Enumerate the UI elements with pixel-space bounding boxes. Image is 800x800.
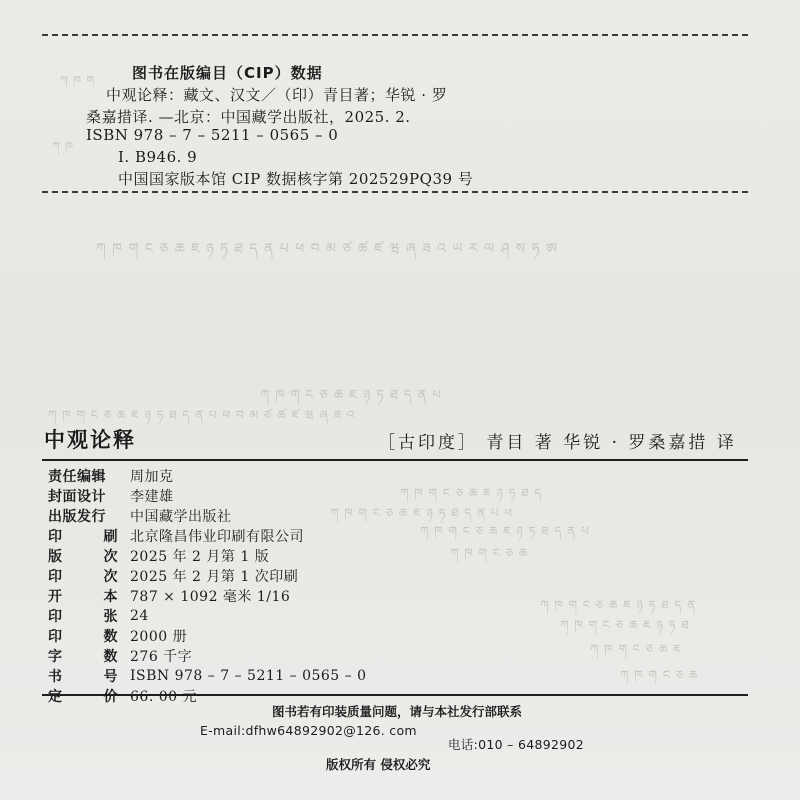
info-label-char: 数	[103, 649, 118, 665]
info-value: 北京隆昌伟业印刷有限公司	[130, 529, 304, 545]
info-label-char: 定	[48, 689, 63, 705]
info-label-char: 次	[103, 569, 118, 585]
cip-heading: 图书在版编目（CIP）数据	[132, 64, 323, 82]
bleed-through-text: ཀ ཁ ག ང ཅ ཆ ཇ ཉ ཏ ཐ ད ན	[540, 598, 697, 612]
info-row	[48, 526, 367, 546]
bleed-through-text: ཀ ཁ ག ང ཅ ཆ	[450, 546, 529, 560]
cip-classification: I. B946. 9	[118, 148, 198, 166]
cip-line-2: 桑嘉措译. —北京：中国藏学出版社，2025. 2.	[86, 108, 411, 126]
contact-email: E-mail:dfhw64892902@126. com	[200, 723, 417, 738]
info-value: 中国藏学出版社	[130, 509, 232, 525]
contact-phone: 电话:010 – 64892902	[448, 737, 584, 752]
info-label	[48, 546, 126, 566]
info-label	[48, 566, 126, 586]
info-value: 2025 年 2 月第 1 版	[130, 549, 270, 565]
bleed-through-text: ཀ ཁ ག	[60, 74, 96, 87]
bleed-through-text: ཀ ཁ ག ང ཅ ཆ ཇ ཉ ཏ ཐ ད ན པ	[420, 524, 590, 538]
title-rule	[42, 459, 748, 461]
info-value: 2000 册	[130, 629, 188, 645]
info-label-char: 印	[48, 529, 63, 545]
info-label	[48, 666, 126, 686]
info-value: 2025 年 2 月第 1 次印刷	[130, 569, 299, 585]
cip-record-number: 中国国家版本馆 CIP 数据核字第 202529PQ39 号	[118, 170, 474, 188]
bleed-through-text: ཀ ཁ	[52, 140, 74, 153]
info-row	[48, 586, 367, 606]
book-authors: ［古印度］ 青目 著 华锐 · 罗桑嘉措 译	[378, 433, 737, 453]
bleed-through-text: ཀ ཁ ག ང ཅ ཆ ཇ	[590, 642, 682, 656]
info-label-char: 印	[48, 629, 63, 645]
cip-bottom-dashed-rule	[42, 191, 748, 193]
bleed-through-text: ཀ ཁ ག ང ཅ ཆ ཇ ཉ ཏ ཐ ད ན པ ཕ བ མ ཙ ཚ ཛ ཝ ཞ ཟ འ ཡ ར ལ ཤ ས ཧ ཨ	[96, 241, 559, 257]
cip-top-dashed-rule	[42, 34, 748, 36]
info-label-char: 印	[48, 569, 63, 585]
info-label	[48, 646, 126, 666]
info-row	[48, 666, 367, 686]
info-label	[48, 526, 126, 546]
bleed-through-text: ཀ ཁ ག ང ཅ ཆ ཇ ཉ ཏ ཐ ད ན པ ཕ བ མ ཙ ཚ ཛ ཝ ཞ ཟ འ	[48, 408, 356, 422]
info-value: 李建雄	[130, 489, 174, 505]
info-label-char: 数	[103, 629, 118, 645]
info-label	[48, 586, 126, 606]
info-row	[48, 486, 367, 506]
footer-rule	[42, 694, 748, 696]
copyright-notice: 版权所有 侵权必究	[326, 757, 431, 772]
info-label-char: 书	[48, 669, 63, 685]
info-label-char: 次	[103, 549, 118, 565]
info-label-char: 版	[48, 549, 63, 565]
info-row	[48, 506, 367, 526]
info-row	[48, 466, 367, 486]
info-row	[48, 606, 367, 626]
info-label-char: 刷	[103, 529, 118, 545]
info-label-char: 印	[48, 609, 63, 625]
info-row	[48, 646, 367, 666]
book-title: 中观论释	[44, 428, 136, 452]
info-label	[48, 626, 126, 646]
bleed-through-text: ཀ ཁ ག ང ཅ ཆ ཇ ཉ ཏ ཐ ད	[400, 486, 543, 500]
info-label	[48, 606, 126, 626]
info-value: 66. 00 元	[130, 689, 197, 705]
info-row	[48, 626, 367, 646]
bleed-through-text: ཀ ཁ ག ང ཅ ཆ	[620, 668, 699, 682]
info-label-char: 本	[103, 589, 118, 605]
info-label-char: 开	[48, 589, 63, 605]
info-label	[48, 686, 126, 706]
cip-line-1: 中观论释：藏文、汉文／（印）青目著；华锐 · 罗	[106, 86, 448, 104]
info-label-char: 字	[48, 649, 63, 665]
cip-isbn: ISBN 978 – 7 – 5211 – 0565 – 0	[86, 126, 339, 144]
info-value: 24	[130, 608, 149, 624]
info-row	[48, 546, 367, 566]
info-value: 276 千字	[130, 649, 193, 665]
info-label: 出版发行	[48, 509, 106, 525]
bleed-through-text: ཀ ཁ ག ང ཅ ཆ ཇ ཉ ཏ ཐ ད ན པ	[260, 388, 442, 403]
info-label-char: 张	[103, 609, 118, 625]
bleed-through-text: ཀ ཁ ག ང ཅ ཆ ཇ ཉ ཏ ཐ	[560, 618, 690, 632]
info-row	[48, 566, 367, 586]
quality-notice: 图书若有印装质量问题，请与本社发行部联系	[272, 704, 523, 719]
info-value: ISBN 978 – 7 – 5211 – 0565 – 0	[130, 668, 367, 684]
info-label-char: 价	[103, 689, 118, 705]
publication-info-table	[48, 466, 367, 706]
bleed-through-text: ཀ ཁ ག ང ཅ ཆ ཇ ཉ ཏ ཐ ད ན པ ཕ	[330, 506, 514, 520]
info-label-char: 号	[103, 669, 118, 685]
info-value: 周加克	[130, 469, 174, 485]
info-label: 封面设计	[48, 489, 106, 505]
info-value: 787 × 1092 毫米 1/16	[130, 589, 291, 605]
info-label: 责任编辑	[48, 469, 106, 485]
